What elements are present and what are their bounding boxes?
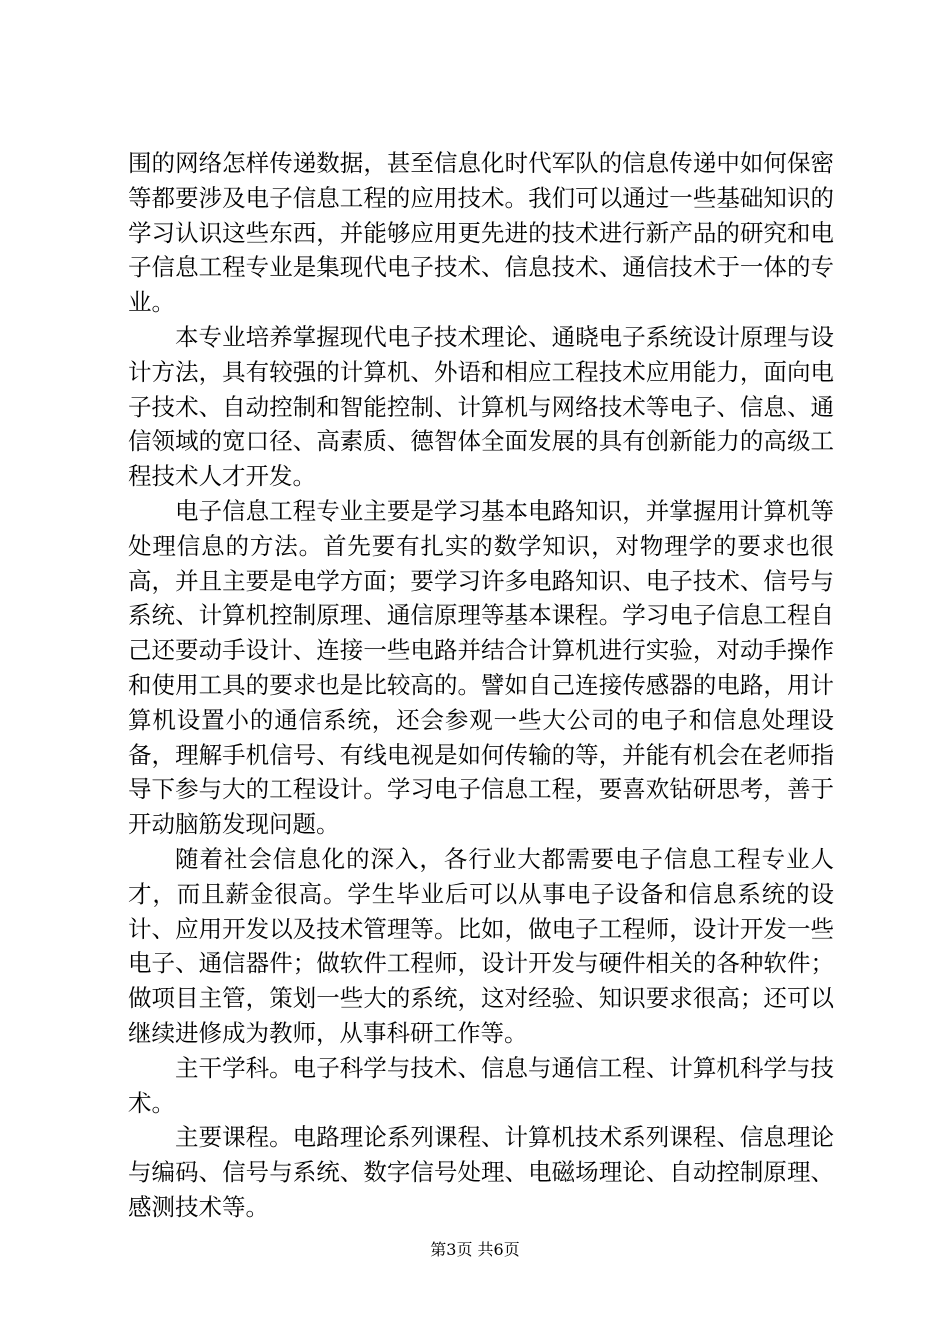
- paragraph-1: 围的网络怎样传递数据，甚至信息化时代军队的信息传递中如何保密等都要涉及电子信息工程的应用技术。我们可以通过一些基础知识的学习认识这些东西，并能够应用更先进的技术进行新产品的研究和电子信息工程专业是集现代电子技术、信息技术、通信技术于一体的专业。: [128, 149, 834, 317]
- paragraph-3: 电子信息工程专业主要是学习基本电路知识，并掌握用计算机等处理信息的方法。首先要有扎实的数学知识，对物理学的要求也很高，并且主要是电学方面；要学习许多电路知识、电子技术、信号与系统、计算机控制原理、通信原理等基本课程。学习电子信息工程自己还要动手设计、连接一些电路并结合计算机进行实验，对动手操作和使用工具的要求也是比较高的。譬如自己连接传感器的电路，用计算机设置小的通信系统，还会参观一些大公司的电子和信息处理设备，理解手机信号、有线电视是如何传输的等，并能有机会在老师指导下参与大的工程设计。学习电子信息工程，要喜欢钻研思考，善于开动脑筋发现问题。: [128, 496, 834, 839]
- paragraph-4: 随着社会信息化的深入，各行业大都需要电子信息工程专业人才，而且薪金很高。学生毕业后可以从事电子设备和信息系统的设计、应用开发以及技术管理等。比如，做电子工程师，设计开发一些电子、通信器件；做软件工程师，设计开发与硬件相关的各种软件；做项目主管，策划一些大的系统，这对经验、知识要求很高；还可以继续进修成为教师，从事科研工作等。: [128, 844, 834, 1047]
- paragraph-2: 本专业培养掌握现代电子技术理论、通晓电子系统设计原理与设计方法，具有较强的计算机、外语和相应工程技术应用能力，面向电子技术、自动控制和智能控制、计算机与网络技术等电子、信息、通信领域的宽口径、高素质、德智体全面发展的具有创新能力的高级工程技术人才开发。: [128, 322, 834, 491]
- document-body: [128, 146, 834, 1225]
- page-number-footer: 第3页 共6页: [430, 1240, 520, 1259]
- paragraph-6: 主要课程。电路理论系列课程、计算机技术系列课程、信息理论与编码、信号与系统、数字信号处理、电磁场理论、自动控制原理、感测技术等。: [128, 1123, 834, 1221]
- paragraph-5: 主干学科。电子科学与技术、信息与通信工程、计算机科学与技术。: [128, 1053, 834, 1117]
